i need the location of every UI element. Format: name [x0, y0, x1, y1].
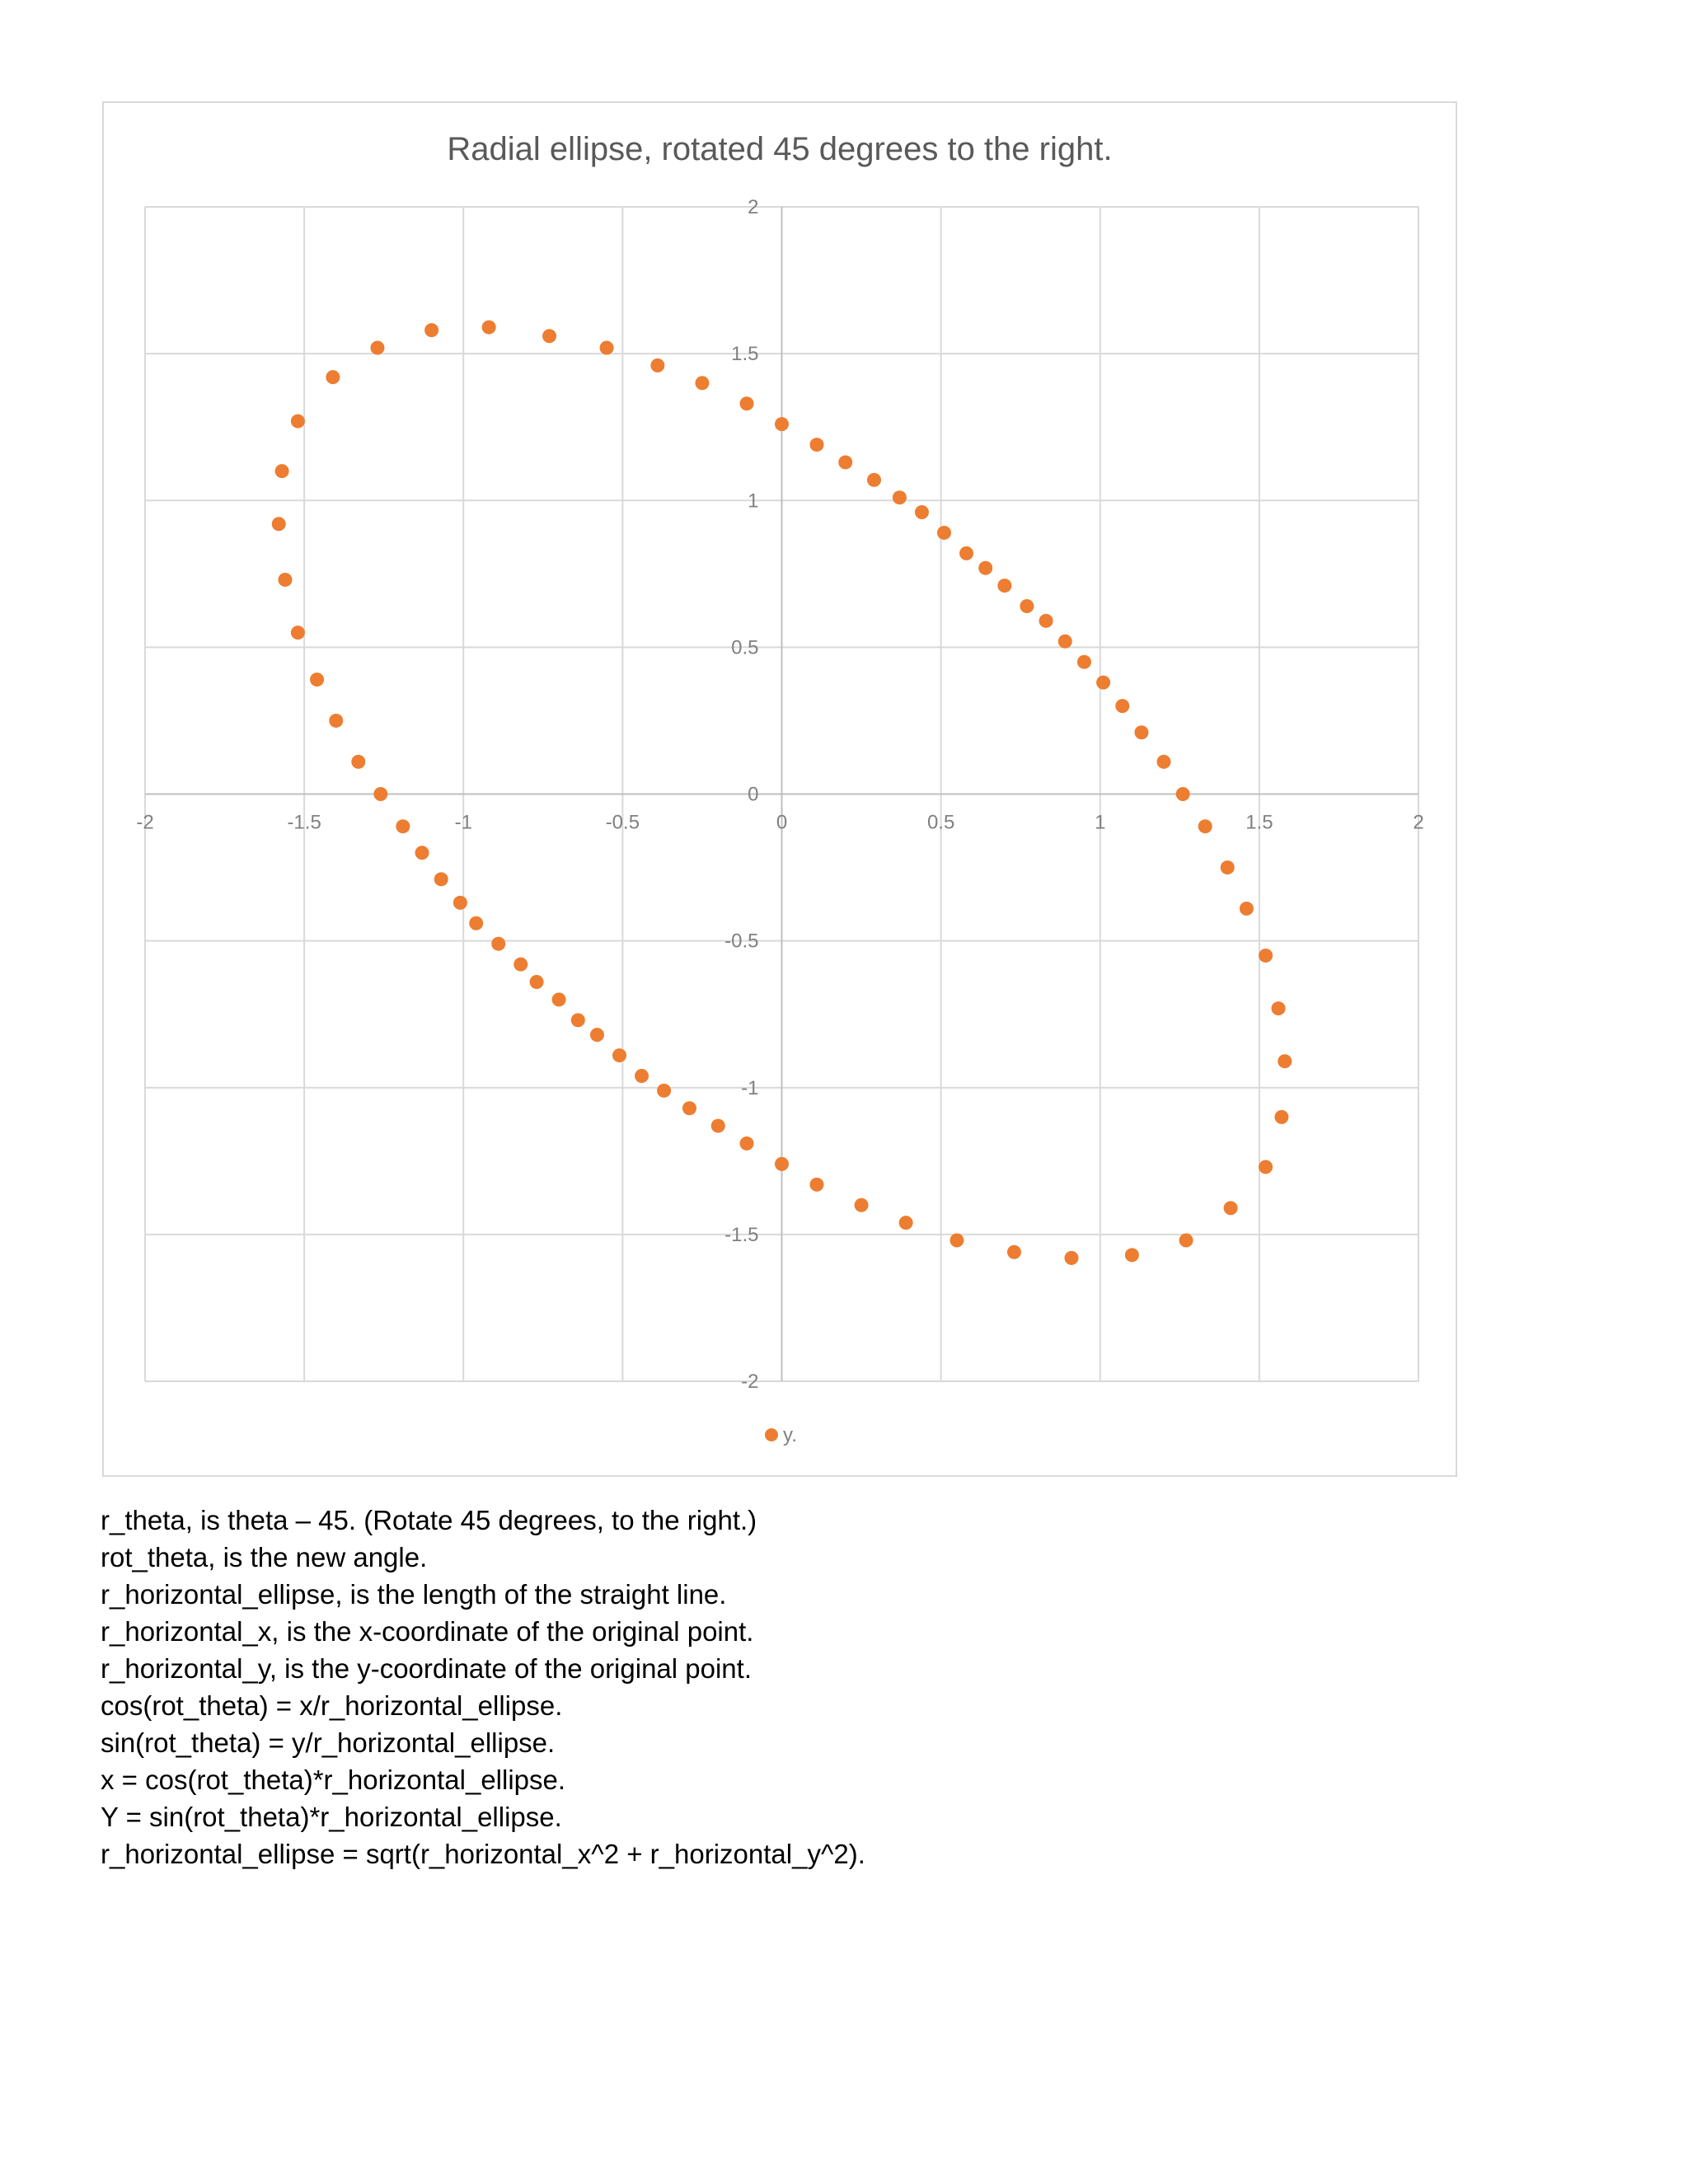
data-point	[1125, 1248, 1139, 1262]
data-point	[855, 1198, 869, 1212]
data-point	[1115, 699, 1129, 713]
data-point	[1058, 635, 1072, 649]
data-point	[893, 490, 907, 504]
x-tick-label: 0.5	[926, 811, 955, 834]
data-point	[482, 321, 496, 335]
y-tick-label: 1	[748, 490, 759, 513]
data-point	[590, 1028, 604, 1042]
data-point	[1224, 1201, 1238, 1215]
y-tick-label: -2	[741, 1371, 759, 1393]
data-point	[650, 359, 664, 373]
data-point	[552, 992, 566, 1006]
data-point	[1007, 1245, 1021, 1259]
data-point	[682, 1101, 696, 1115]
data-point	[1020, 599, 1034, 613]
data-point	[542, 329, 556, 343]
data-point	[775, 417, 789, 431]
data-point	[275, 464, 289, 478]
y-tick-label: 2	[748, 196, 759, 218]
note-line: r_theta, is theta – 45. (Rotate 45 degrees, to the right.)	[101, 1505, 757, 1535]
note-line: r_horizontal_ellipse = sqrt(r_horizontal_x^2 + r_horizontal_y^2).	[101, 1839, 865, 1869]
x-tick-label: 2	[1413, 811, 1424, 834]
x-tick-label: 1	[1095, 811, 1106, 834]
data-point	[1274, 1110, 1288, 1124]
note-line: Y = sin(rot_theta)*r_horizontal_ellipse.	[101, 1802, 562, 1832]
note-line: cos(rot_theta) = x/r_horizontal_ellipse.	[101, 1690, 563, 1721]
data-point	[740, 396, 754, 410]
data-point	[997, 579, 1011, 593]
note-line: r_horizontal_x, is the x-coordinate of the original point.	[101, 1616, 754, 1647]
x-tick-label: -1.5	[287, 811, 321, 834]
data-point	[1157, 755, 1171, 769]
y-tick-label: -0.5	[724, 930, 759, 953]
data-point	[1259, 949, 1273, 963]
data-point	[1096, 676, 1110, 690]
data-point	[915, 505, 929, 519]
data-point	[959, 546, 973, 560]
data-point	[329, 714, 343, 728]
data-point	[415, 846, 429, 860]
data-point	[370, 341, 384, 355]
x-tick-label: 1.5	[1245, 811, 1273, 834]
data-point	[513, 958, 528, 972]
data-point	[937, 526, 951, 540]
data-point	[491, 937, 505, 951]
data-point	[695, 376, 709, 390]
data-point	[351, 755, 365, 769]
data-point	[809, 438, 823, 452]
data-point	[453, 896, 467, 910]
data-point	[1278, 1054, 1292, 1068]
data-point	[740, 1137, 754, 1151]
data-point	[950, 1234, 964, 1248]
legend-marker	[765, 1428, 778, 1441]
data-point	[1221, 860, 1235, 874]
data-point	[291, 415, 305, 429]
legend	[765, 1424, 797, 1446]
data-point	[867, 473, 881, 487]
note-line: sin(rot_theta) = y/r_horizontal_ellipse.	[101, 1727, 556, 1758]
data-point	[1259, 1160, 1273, 1174]
data-point	[1272, 1001, 1286, 1015]
data-point	[272, 517, 286, 531]
y-tick-label: -1	[741, 1076, 759, 1099]
y-tick-label: -1.5	[724, 1223, 759, 1246]
data-point	[310, 673, 324, 687]
data-point	[635, 1069, 649, 1083]
data-point	[1134, 725, 1148, 739]
y-tick-label: 0.5	[731, 636, 759, 659]
data-point	[775, 1157, 789, 1171]
data-point	[899, 1216, 913, 1230]
note-line: rot_theta, is the new angle.	[101, 1542, 428, 1572]
y-tick-label: 1.5	[731, 343, 759, 366]
data-point	[571, 1013, 585, 1027]
note-line: x = cos(rot_theta)*r_horizontal_ellipse.	[101, 1765, 566, 1795]
data-point	[809, 1178, 823, 1192]
data-point	[1064, 1251, 1078, 1265]
x-tick-label: -2	[136, 811, 154, 834]
data-point	[396, 819, 410, 833]
data-point	[1176, 787, 1190, 801]
notes-text	[101, 1502, 1584, 1872]
data-point	[434, 872, 448, 886]
chart-title: Radial ellipse, rotated 45 degrees to the right.	[447, 131, 1113, 167]
data-point	[530, 975, 544, 989]
data-point	[711, 1119, 725, 1133]
data-point	[373, 787, 387, 801]
data-point	[978, 561, 992, 575]
data-point	[657, 1084, 671, 1098]
data-point	[326, 370, 340, 384]
data-point	[278, 573, 292, 587]
data-point	[469, 916, 483, 930]
x-tick-label: -1	[454, 811, 472, 834]
data-point	[1240, 902, 1254, 916]
x-tick-label: -0.5	[605, 811, 640, 834]
data-point	[612, 1048, 626, 1062]
x-tick-label: 0	[776, 811, 788, 834]
data-point	[1198, 819, 1212, 833]
y-tick-label: 0	[748, 783, 759, 806]
note-line: r_horizontal_y, is the y-coordinate of the original point.	[101, 1653, 753, 1684]
data-point	[424, 323, 438, 337]
data-point	[1039, 614, 1053, 628]
data-point	[1077, 655, 1091, 669]
data-point	[291, 626, 305, 640]
data-point	[600, 341, 614, 355]
note-line: r_horizontal_ellipse, is the length of the straight line.	[101, 1579, 727, 1610]
legend-label: y.	[783, 1424, 797, 1446]
data-point	[1179, 1234, 1193, 1248]
data-point	[838, 455, 852, 469]
